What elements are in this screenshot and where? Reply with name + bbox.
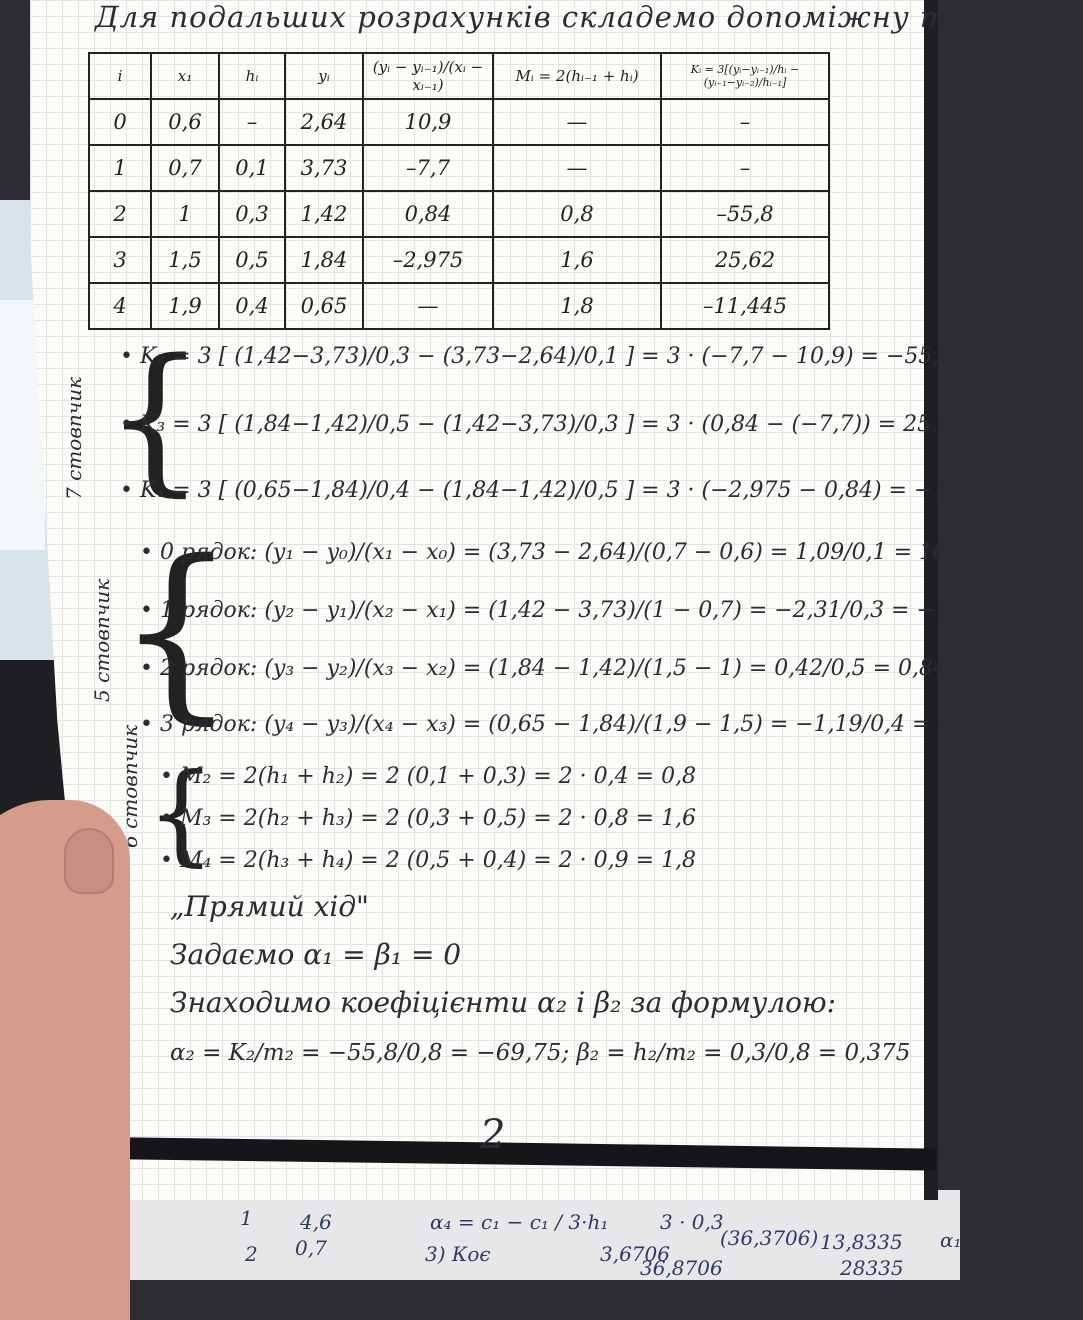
bg-snippet: 36,8706 [640, 1256, 723, 1280]
cell: — [493, 145, 661, 191]
cell: 0,6 [151, 99, 219, 145]
bg-snippet: 2 [245, 1242, 258, 1266]
auxiliary-table [88, 52, 830, 330]
page-heading: Для подальших розрахунків складемо допоміжну таблицю: [95, 0, 1083, 34]
cell: 0,84 [363, 191, 493, 237]
cell: 0,3 [219, 191, 285, 237]
cell: – [661, 145, 829, 191]
cell: – [661, 99, 829, 145]
bg-snippet: 3,6706 [600, 1242, 670, 1266]
cell: 25,62 [661, 237, 829, 283]
cell: 1 [151, 191, 219, 237]
label-column-6: 6 стовпчик [118, 724, 142, 848]
bg-snippet: 3) Коє [425, 1242, 491, 1266]
forward-formula: α₂ = K₂/m₂ = −55,8/0,8 = −69,75; β₂ = h₂/m₂ = 0,3/0,8 = 0,375 [170, 1040, 911, 1066]
brace-rows: { [116, 520, 237, 741]
table-header-row [89, 53, 829, 99]
cell: 0,65 [285, 283, 363, 329]
row1-line: • 1 рядок: (y₂ − y₁)/(x₂ − x₁) = (1,42 − 3,73)/(1 − 0,7) = −2,31/0,3 = −7,7 [140, 598, 970, 623]
header-x: x₁ [151, 53, 219, 99]
cell: 10,9 [363, 99, 493, 145]
forward-title: „Прямий хід" [170, 890, 369, 923]
table-row [89, 145, 829, 191]
cell: 3,73 [285, 145, 363, 191]
cell: 2 [89, 191, 151, 237]
thumb-nail [64, 828, 114, 894]
header-k: Kᵢ = 3[(yᵢ−yᵢ₋₁)/hᵢ − (yᵢ₋₁−yᵢ₋₂)/hᵢ₋₁] [661, 53, 829, 99]
m3-line: • M₃ = 2(h₂ + h₃) = 2 (0,3 + 0,5) = 2 · 0,8 = 1,6 [160, 806, 697, 831]
cell: 1,42 [285, 191, 363, 237]
cell: 0,5 [219, 237, 285, 283]
label-column-7: 7 стовпчик [62, 376, 86, 500]
label-column-5: 5 стовпчик [90, 578, 114, 702]
cell: 1,84 [285, 237, 363, 283]
table-row [89, 99, 829, 145]
m4-line: • M₄ = 2(h₃ + h₄) = 2 (0,5 + 0,4) = 2 · 0,9 = 1,8 [160, 848, 697, 873]
row3-line: • 3 рядок: (y₄ − y₃)/(x₄ − x₃) = (0,65 − 1,84)/(1,9 − 1,5) = −1,19/0,4 = −2,975 [140, 712, 1019, 737]
cell: 0,8 [493, 191, 661, 237]
cell: – [219, 99, 285, 145]
cell: 4 [89, 283, 151, 329]
k2-line: • K₂ = 3 [ (1,42−3,73)/0,3 − (3,73−2,64)/0,1 ] = 3 · (−7,7 − 10,9) = −55,8 [120, 344, 954, 369]
bg-snippet: 1 [240, 1206, 253, 1230]
bg-snippet: 28335 [840, 1256, 904, 1280]
cell: 0,4 [219, 283, 285, 329]
cell: –2,975 [363, 237, 493, 283]
bg-snippet: 4,6 [300, 1210, 332, 1234]
header-ratio: (yᵢ − yᵢ₋₁)/(xᵢ − xᵢ₋₁) [363, 53, 493, 99]
header-h: hᵢ [219, 53, 285, 99]
cell: 0,7 [151, 145, 219, 191]
bg-snippet: α₄ = c₁ − c₁ / 3·h₁ [430, 1210, 609, 1234]
header-i: i [89, 53, 151, 99]
bg-snippet: α₁ [940, 1228, 962, 1252]
forward-set: Задаємо α₁ = β₁ = 0 [170, 938, 462, 971]
cell: 2,64 [285, 99, 363, 145]
cell: — [363, 283, 493, 329]
forward-find: Знаходимо коефіцієнти α₂ і β₂ за формулою: [170, 986, 837, 1019]
brace-k: { [104, 324, 206, 511]
bg-snippet: 3 · 0,3 [660, 1210, 724, 1234]
cell: 1,8 [493, 283, 661, 329]
brace-m: { [146, 749, 216, 877]
page-number: 2 [480, 1112, 506, 1158]
header-m: Mᵢ = 2(hᵢ₋₁ + hᵢ) [493, 53, 661, 99]
cell: 0 [89, 99, 151, 145]
m2-line: • M₂ = 2(h₁ + h₂) = 2 (0,1 + 0,3) = 2 · 0,4 = 0,8 [160, 764, 697, 789]
cell: — [493, 99, 661, 145]
table-row [89, 191, 829, 237]
k4-line: • K₄ = 3 [ (0,65−1,84)/0,4 − (1,84−1,42)/0,5 ] = 3 · (−2,975 − 0,84) = −11,445 [120, 478, 1010, 503]
table-row [89, 237, 829, 283]
cell: –55,8 [661, 191, 829, 237]
k3-line: • K₃ = 3 [ (1,84−1,42)/0,5 − (1,42−3,73)/0,3 ] = 3 · (0,84 − (−7,7)) = 25,62 [120, 412, 967, 437]
cell: 1,6 [493, 237, 661, 283]
bg-snippet: 13,8335 [820, 1230, 903, 1254]
table-row [89, 283, 829, 329]
row0-line: • 0 рядок: (y₁ − y₀)/(x₁ − x₀) = (3,73 − 2,64)/(0,7 − 0,6) = 1,09/0,1 = 10,9 [140, 540, 969, 565]
bg-snippet: (36,3706) [720, 1226, 819, 1250]
cell: 1,5 [151, 237, 219, 283]
cell: 3 [89, 237, 151, 283]
row2-line: • 2 рядок: (y₃ − y₂)/(x₃ − x₂) = (1,84 − 1,42)/(1,5 − 1) = 0,42/0,5 = 0,84 [140, 656, 948, 681]
cell: 1,9 [151, 283, 219, 329]
bg-snippet: 0,7 [295, 1236, 327, 1260]
cell: –11,445 [661, 283, 829, 329]
cell: –7,7 [363, 145, 493, 191]
cell: 1 [89, 145, 151, 191]
header-y: yᵢ [285, 53, 363, 99]
cell: 0,1 [219, 145, 285, 191]
